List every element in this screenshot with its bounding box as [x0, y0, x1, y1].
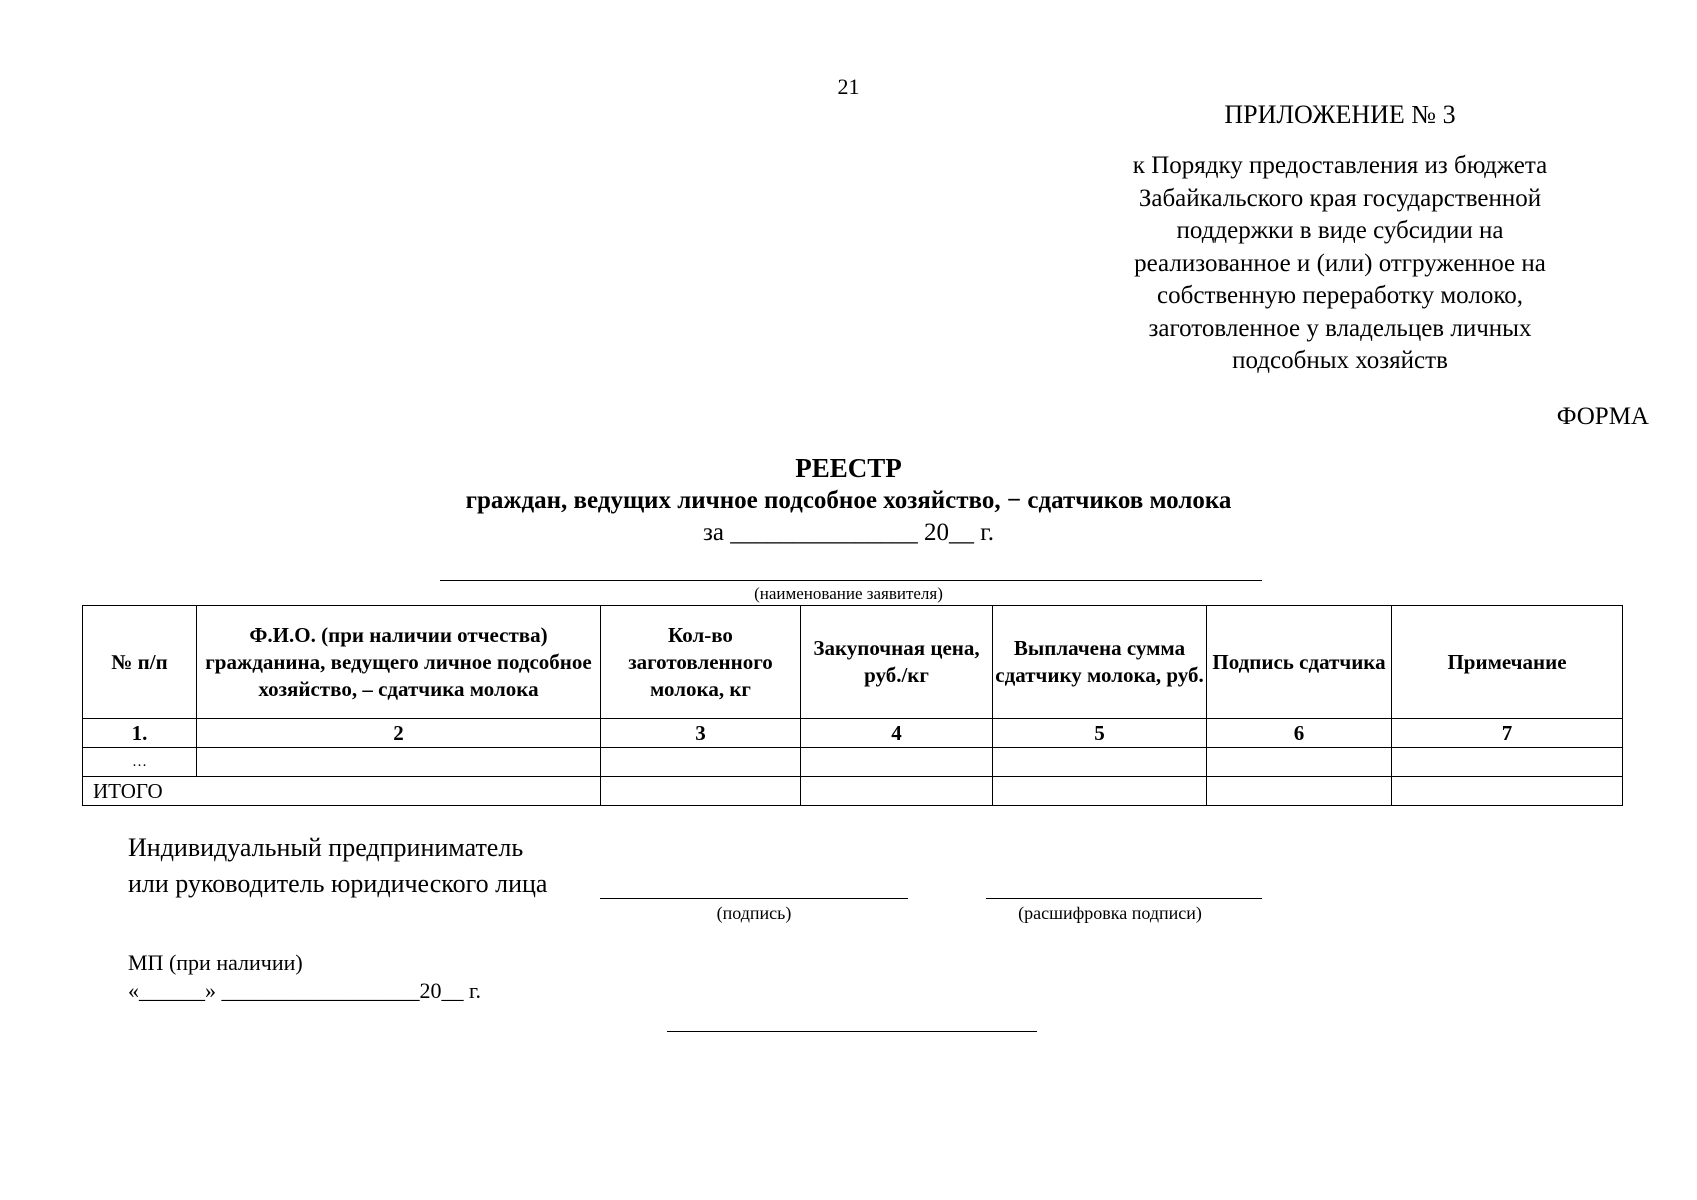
column-number: 2 — [197, 719, 601, 748]
table-cell — [1207, 748, 1392, 777]
signature-decode-line — [986, 898, 1262, 899]
table-cell — [197, 748, 601, 777]
table-row — [83, 748, 1623, 777]
table-cell — [801, 777, 993, 806]
signature-decode-caption: (расшифровка подписи) — [1018, 903, 1202, 923]
column-number: 3 — [601, 719, 801, 748]
registry-table — [82, 605, 1623, 806]
column-number: 7 — [1392, 719, 1623, 748]
annex-description-line: собственную переработку молоко, — [1157, 282, 1523, 309]
column-number: 1. — [83, 719, 197, 748]
annex-description-line: поддержки в виде субсидии на — [1176, 217, 1504, 244]
annex-description — [1130, 150, 1550, 378]
column-header: Выплачена сумма сдатчику молока, руб. — [993, 606, 1207, 719]
signatory-line-1: Индивидуальный предприниматель — [128, 833, 524, 862]
annex-description-line: реализованное и (или) отгруженное на — [1134, 249, 1546, 277]
date-line: «______» __________________20__ г. — [128, 978, 482, 1003]
table-header-row — [83, 606, 1623, 719]
annex-title: ПРИЛОЖЕНИЕ № 3 — [1224, 100, 1456, 129]
column-header: Закупочная цена, руб./кг — [801, 606, 993, 719]
annex-description-line: подсобных хозяйств — [1232, 347, 1448, 374]
table-cell — [1392, 748, 1623, 777]
column-header: Кол-во заготовленного молока, кг — [601, 606, 801, 719]
column-number: 4 — [801, 719, 993, 748]
annex-description-line: к Порядку предоставления из бюджета — [1132, 152, 1548, 179]
column-header: Примечание — [1392, 606, 1623, 719]
table-cell — [801, 748, 993, 777]
annex-description-line: заготовленное у владельцев личных — [1148, 314, 1532, 342]
form-label: ФОРМА — [1556, 403, 1649, 430]
column-number: 6 — [1207, 719, 1392, 748]
table-cell — [1392, 777, 1623, 806]
registry-title: РЕЕСТР — [795, 453, 902, 483]
table-cell — [993, 748, 1207, 777]
registry-subtitle: граждан, ведущих личное подсобное хозяйство, − сдатчиков молока — [465, 487, 1232, 514]
signature-caption: (подпись) — [716, 903, 792, 923]
column-header: Подпись сдатчика — [1207, 606, 1392, 719]
table-cell — [601, 777, 801, 806]
table-cell — [601, 748, 801, 777]
applicant-caption: (наименование заявителя) — [754, 584, 943, 603]
column-number: 5 — [993, 719, 1207, 748]
applicant-name-line — [440, 580, 1262, 581]
column-header: Ф.И.О. (при наличии отчества) гражданина, ведущего личное подсобное хозяйство, – сдатчика молока — [197, 606, 601, 719]
signature-line — [600, 898, 908, 899]
registry-period: за _______________ 20__ г. — [703, 519, 994, 546]
stamp-label: МП (при наличии) — [128, 950, 303, 975]
total-row — [83, 777, 1623, 806]
table-cell — [993, 777, 1207, 806]
page-number: 21 — [837, 74, 860, 99]
end-divider — [667, 1031, 1037, 1032]
column-header: № п/п — [83, 606, 197, 719]
table-cell — [1207, 777, 1392, 806]
ellipsis-cell: … — [83, 748, 197, 777]
column-number-row — [83, 719, 1623, 748]
signatory-line-2: или руководитель юридического лица — [128, 869, 548, 898]
total-label: ИТОГО — [83, 777, 601, 806]
annex-description-line: Забайкальского края государственной — [1138, 184, 1542, 212]
